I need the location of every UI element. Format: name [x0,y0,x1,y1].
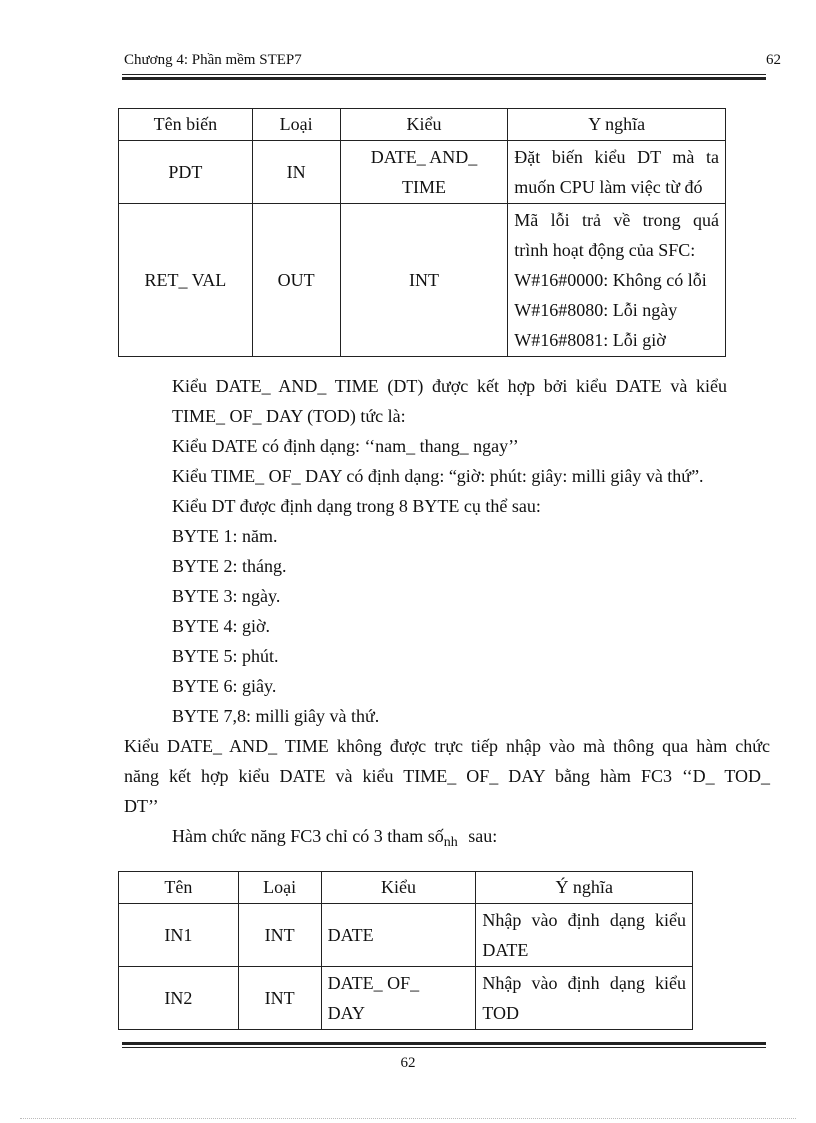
table2-header-meaning: Ý nghĩa [476,872,693,904]
page-edge-divider [20,1118,796,1119]
list-item: BYTE 2: tháng. [172,556,287,576]
paragraph-dt-definition: Kiểu DATE_ AND_ TIME (DT) được kết hợp bởi kiểu DATE và kiểu [172,376,727,396]
cell-kind [321,967,476,1030]
list-item: BYTE 7,8: milli giây và thứ. [172,706,380,726]
cell-meaning [508,141,726,204]
footer-rule-thin [122,1047,766,1048]
cell-kind: INT [340,204,508,357]
table1-header-kind: Kiểu [340,109,508,141]
cell-meaning [508,204,726,357]
cell-meaning-line: Nhập vào định dạng kiểu [482,910,686,930]
list-item: BYTE 1: năm. [172,526,278,546]
footer-rule-thick [122,1042,766,1045]
cell-type: IN [252,141,340,204]
table2-header-type: Loại [238,872,321,904]
cell-kind: DATE [321,904,476,967]
paragraph-fc3-params-main: Hàm chức năng FC3 chỉ có 3 tham số [172,826,444,846]
parameter-table-sfc [118,108,726,357]
cell-meaning-line: trình hoạt động của SFC: [514,240,696,260]
paragraph-dt-bytes: Kiểu DT được định dạng trong 8 BYTE cụ thể sau: [172,496,541,516]
paragraph-fc3-intro: Kiểu DATE_ AND_ TIME không được trực tiếp nhập vào mà thông qua hàm chức [124,736,770,756]
paragraph-dt-definition-cont: TIME_ OF_ DAY (TOD) tức là: [172,406,406,426]
cell-meaning-line: DATE [482,940,529,960]
cell-meaning-line: W#16#0000: Không có lỗi [514,270,707,290]
cell-type: INT [238,967,321,1030]
cell-meaning [476,904,693,967]
table1-header-type: Loại [252,109,340,141]
chapter-header: Chương 4: Phần mềm STEP7 [124,52,302,68]
cell-meaning-line: Mã lỗi trả về trong quá [514,210,719,230]
table1-header-meaning: Y nghĩa [508,109,726,141]
table2-header-name: Tên [119,872,239,904]
table-row [119,904,693,967]
table1-header-name: Tên biến [119,109,253,141]
paragraph-fc3-intro-end: DT’’ [124,796,159,816]
cell-meaning-line: Nhập vào định dạng kiểu [482,973,686,993]
table2-header-kind: Kiểu [321,872,476,904]
cell-kind-line: DATE_ AND_ [370,147,478,167]
cell-name: RET_ VAL [119,204,253,357]
cell-meaning-line: Đặt biến kiểu DT mà ta [514,147,719,167]
cell-kind-line: DAY [327,1003,365,1023]
cell-kind-line: DATE_ OF_ [327,973,420,993]
footer-page-number: 62 [400,1055,416,1071]
table-row [119,967,693,1030]
paragraph-date-format: Kiểu DATE có định dạng: ‘‘nam_ thang_ ngay’’ [172,436,519,456]
cell-meaning [476,967,693,1030]
cell-kind [340,141,508,204]
parameter-table-fc3 [118,871,693,1030]
cell-type: OUT [252,204,340,357]
list-item: BYTE 6: giây. [172,676,277,696]
cell-kind-line: TIME [401,177,446,197]
cell-name: IN2 [119,967,239,1030]
list-item: BYTE 4: giờ. [172,616,271,636]
list-item: BYTE 5: phút. [172,646,279,666]
cell-meaning-line: muốn CPU làm việc từ đó [514,177,703,197]
header-page-number: 62 [766,52,781,68]
header-rule-thick [122,77,766,80]
cell-type: INT [238,904,321,967]
cell-meaning-line: W#16#8081: Lỗi giờ [514,330,666,350]
paragraph-tod-format: Kiểu TIME_ OF_ DAY có định dạng: “giờ: phút: giây: milli giây và thứ”. [172,466,704,486]
paragraph-fc3-params-sub: nh [443,835,458,850]
paragraph-fc3-params [172,821,497,858]
cell-meaning-line: TOD [482,1003,520,1023]
cell-meaning-line: W#16#8080: Lỗi ngày [514,300,678,320]
paragraph-fc3-intro-cont: năng kết hợp kiểu DATE và kiểu TIME_ OF_ DAY bằng hàm FC3 ‘‘D_ TOD_ [124,766,770,786]
table-row [119,141,726,204]
list-item: BYTE 3: ngày. [172,586,281,606]
paragraph-fc3-params-end: sau: [468,826,498,846]
cell-name: IN1 [119,904,239,967]
cell-name: PDT [119,141,253,204]
header-rule-thin [122,74,766,75]
table-row [119,204,726,357]
